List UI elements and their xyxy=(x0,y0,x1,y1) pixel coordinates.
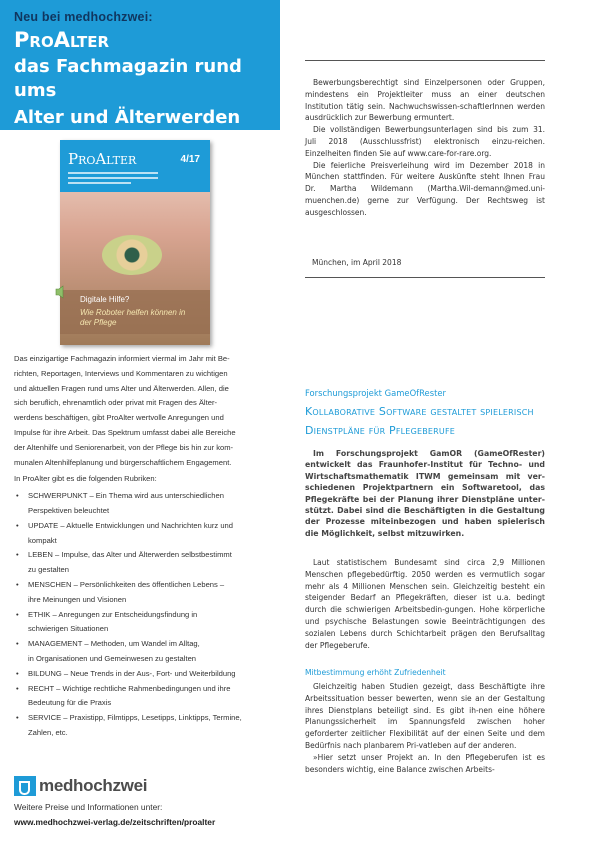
list-item: • UPDATE – Aktuelle Entwicklungen und Nachrichten kurz und kompakt xyxy=(14,519,272,549)
ad-footer-text: Weitere Preise und Informationen unter: xyxy=(14,802,163,812)
section-kicker: Forschungsprojekt GameOfRester xyxy=(305,388,446,398)
list-item: • SCHWERPUNKT – Ein Thema wird aus unterschiedlichen Perspektiven beleuchtet xyxy=(14,489,272,519)
cover-band-title: Digitale Hilfe? xyxy=(80,295,130,304)
rubrics-list xyxy=(14,489,272,741)
ad-subtitle-line1: das Fachmagazin rund ums xyxy=(14,56,242,102)
cover-teaser-lines xyxy=(68,172,158,187)
ad-description-line: Das einzigartige Fachmagazin informiert viermal im Jahr mit Be- xyxy=(14,354,230,363)
paragraph: Bewerbungsberechtigt sind Einzelpersonen oder Gruppen, mindestens ein Projektleiter muss an einer deutschen Institution tätig sein. Nachwuchswissen-schaftlerInnen werden ausdrücklich zur Bewerbung ermuntert. xyxy=(305,78,545,123)
paragraph: Laut statistischem Bundesamt sind circa 2,9 Millionen Menschen pflegebedürftig. 2050 werden es vermutlich sogar mehr als 4 Millionen Menschen sein. Gleichzeitig besteht ein steigender Bedarf an Pflegekräften, dieser ist u.a. bedingt durch die schwierigen Arbeitsbedin-gungen. Hohe körperliche und psychische Belastungen sowie Beeinträchtigungen des sozialen Lebens durch Schichtarbeit prägen den Berufsalltag der Pflegeberufe. xyxy=(305,558,545,650)
cover-brand: ProAlter xyxy=(68,150,137,168)
ad-subtitle-line2: Alter und Älterwerden xyxy=(14,106,241,128)
ad-description xyxy=(14,352,272,741)
paragraph: Die vollständigen Bewerbungsunterlagen sind bis zum 31. Juli 2018 (Ausschlussfrist) elektronisch einzu-reichen. Einzelheiten finden Sie auf www.care-for-rare.org. xyxy=(305,125,545,158)
cover-issue-number: 4/17 xyxy=(180,154,200,165)
magazine-cover-image xyxy=(60,140,210,345)
top-divider xyxy=(305,60,545,61)
ad-footer xyxy=(14,800,284,829)
list-item: • RECHT – Wichtige rechtliche Rahmenbedingungen und ihre Bedeutung für die Praxis xyxy=(14,682,272,712)
ad-header xyxy=(0,0,280,130)
ad-description-line: werdens beschäftigen, gibt ProAlter wertvolle Anregungen und xyxy=(14,413,224,423)
ad-footer-link[interactable]: www.medhochzwei-verlag.de/zeitschriften/proalter xyxy=(14,816,216,827)
ad-kicker: Neu bei medhochzwei: xyxy=(14,10,153,24)
publisher-name: medhochzwei xyxy=(39,776,148,795)
place-date: München, im April 2018 xyxy=(312,258,402,267)
list-item: • MENSCHEN – Persönlichkeiten des öffentlichen Lebens – ihre Meinungen und Visionen xyxy=(14,578,272,608)
ad-description-line: und aktuellen Fragen rund ums Alter und Älterwerden. Allen, die xyxy=(14,383,229,393)
section-divider xyxy=(305,277,545,278)
list-item: • ETHIK – Anregungen zur Entscheidungsfindung in schwierigen Situationen xyxy=(14,608,272,638)
list-item: • BILDUNG – Neue Trends in der Aus-, Fort- und Weiterbildung xyxy=(14,667,272,682)
paragraph: Gleichzeitig haben Studien gezeigt, dass Beschäftigte ihre Arbeitssituation besser bewerten, wenn sie an der Gestaltung ihres Dienstplans beteiligt sind. Es gibt ih-nen eine höhere Planungssicherheit im Spannungsfeld zwischen hoher geforderter zeitlicher Flexibilität auf der einen Seite und dem Bedürfnis nach planbarem Pri-vatleben auf der anderen. xyxy=(305,682,545,750)
cover-eye-illustration xyxy=(102,235,162,275)
lead-paragraph: Im Forschungsprojekt GamOR (GameOfRester) entwickelt das Fraunhofer-Institut für Techno- und Wirtschaftsmathematik ITWM gemeinsam mit ver-schiedenen Projektpartnern ein Softwaretool, das Pflegekräfte bei der Planung ihrer Dienstpläne unter-stützt. Dabei sind die Beschäftigten in die Gestaltung der Prozesse miteinbezogen und haben spielerisch die Möglichkeit, selbst mitzuwirken. xyxy=(305,449,545,538)
speaker-icon xyxy=(55,285,67,299)
article-body-continued xyxy=(305,681,545,775)
list-item: • SERVICE – Praxistipp, Filmtipps, Lesetipps, Linktipps, Termine, Zahlen, etc. xyxy=(14,711,272,741)
publisher-logo-icon xyxy=(14,776,36,796)
article-lead xyxy=(305,448,545,539)
article-body xyxy=(305,557,545,651)
award-text xyxy=(305,77,545,219)
paragraph: Die feierliche Preisverleihung wird im Dezember 2018 in München stattfinden. Für weitere Auskünfte steht Ihnen Frau Dr. Martha Wildemann (Martha.Wil-demann@med.uni-muenchen.de) gerne zur Verfügung. Der Rechtsweg ist ausgeschlossen. xyxy=(305,160,545,217)
ad-description-line: der Altenhilfe und Seniorenarbeit, von der Pflege bis hin zur kom- xyxy=(14,442,234,452)
paragraph: »Hier setzt unser Projekt an. In den Pflegeberufen ist es besonders wichtig, eine Balance zwischen Arbeits- xyxy=(305,752,545,774)
cover-band-text: Wie Roboter helfen können in der Pflege xyxy=(80,308,186,327)
list-item: • MANAGEMENT – Methoden, um Wandel im Alltag, in Organisationen und Gemeinwesen zu gestalten xyxy=(14,637,272,667)
rubrics-intro: In ProAlter gibt es die folgenden Rubriken: xyxy=(14,474,157,484)
ad-description-line: sich beruflich, ehrenamtlich oder privat mit Fragen des Älter- xyxy=(14,398,218,408)
ad-description-line: richten, Reportagen, Interviews und Kommentaren zu wichtigen xyxy=(14,368,228,378)
section-title: Kollaborative Software gestaltet spielerisch Dienstpläne für Pflegeberufe xyxy=(305,405,534,437)
publisher-logo xyxy=(14,776,147,796)
ad-description-line: Impulse für ihre Arbeit. Das Spektrum umfasst dabei alle Bereiche xyxy=(14,427,236,437)
ad-description-line: munalen Altenhilfeplanung und bürgerschaftlichem Engagement. xyxy=(14,457,232,467)
list-item: • LEBEN – Impulse, das Alter und Älterwerden selbstbestimmt zu gestalten xyxy=(14,548,272,578)
article-subheading: Mitbestimmung erhöht Zufriedenheit xyxy=(305,668,446,677)
ad-brand-title: ProAlter xyxy=(14,28,110,52)
